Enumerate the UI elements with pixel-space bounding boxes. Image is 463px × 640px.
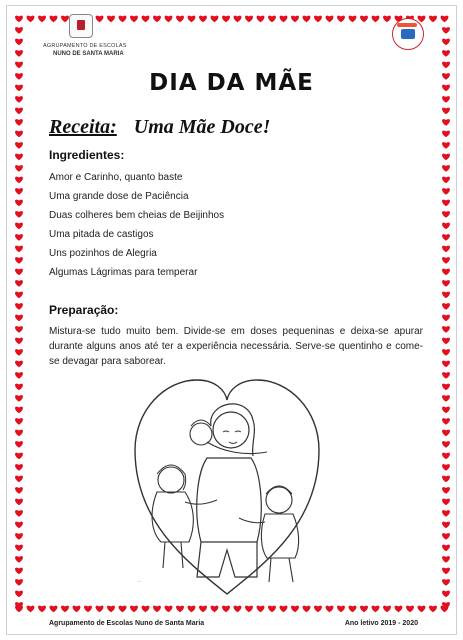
heart-icon xyxy=(15,315,23,322)
heart-icon xyxy=(442,545,450,552)
heart-icon xyxy=(442,211,450,218)
heart-icon xyxy=(442,108,450,115)
heart-icon xyxy=(15,464,23,471)
ingredient-item: Uma grande dose de Paciência xyxy=(49,191,189,202)
heart-icon xyxy=(176,606,184,613)
project-logo xyxy=(392,18,424,48)
heart-icon xyxy=(107,606,115,613)
heart-icon xyxy=(442,177,450,184)
heart-icon xyxy=(442,188,450,195)
heart-icon xyxy=(15,234,23,241)
heart-icon xyxy=(360,606,368,613)
project-logo-icon xyxy=(392,18,424,50)
ingredient-item: Uma pitada de castigos xyxy=(49,229,154,240)
heart-icon xyxy=(15,487,23,494)
ingredient-item: Amor e Carinho, quanto baste xyxy=(49,172,183,183)
heart-icon xyxy=(142,16,150,23)
worksheet-page xyxy=(6,5,457,635)
heart-icon xyxy=(15,418,23,425)
heart-icon xyxy=(406,606,414,613)
heart-icon xyxy=(15,16,23,23)
heart-icon xyxy=(15,223,23,230)
heart-icon xyxy=(15,430,23,437)
heart-icon xyxy=(15,246,23,253)
heart-icon xyxy=(15,441,23,448)
heart-icon xyxy=(15,96,23,103)
mother-children-illustration xyxy=(127,372,327,602)
heart-icon xyxy=(360,16,368,23)
heart-icon xyxy=(442,223,450,230)
heart-icon xyxy=(303,16,311,23)
heart-icon xyxy=(442,407,450,414)
heart-icon xyxy=(15,568,23,575)
heart-icon xyxy=(188,606,196,613)
heart-icon xyxy=(291,606,299,613)
heart-icon xyxy=(442,292,450,299)
heart-icon xyxy=(442,430,450,437)
heart-icon xyxy=(442,131,450,138)
heart-icon xyxy=(442,269,450,276)
school-logo xyxy=(43,14,133,60)
heart-icon xyxy=(442,591,450,598)
heart-icon xyxy=(429,16,437,23)
heart-icon xyxy=(84,606,92,613)
ingredient-item: Uns pozinhos de Alegria xyxy=(49,248,157,259)
heart-icon xyxy=(326,16,334,23)
heart-icon xyxy=(15,269,23,276)
heart-icon xyxy=(15,108,23,115)
heart-icon xyxy=(15,510,23,517)
heart-icon xyxy=(372,606,380,613)
heart-icon xyxy=(442,154,450,161)
heart-icon xyxy=(15,338,23,345)
heart-icon xyxy=(442,418,450,425)
heart-icon xyxy=(211,606,219,613)
heart-icon xyxy=(372,16,380,23)
heart-icon xyxy=(15,522,23,529)
heart-icon xyxy=(442,533,450,540)
heart-icon xyxy=(418,606,426,613)
heart-icon xyxy=(442,441,450,448)
heart-icon xyxy=(15,165,23,172)
heart-icon xyxy=(442,280,450,287)
heart-icon xyxy=(15,62,23,69)
heart-icon xyxy=(15,395,23,402)
heart-icon xyxy=(442,556,450,563)
heart-icon xyxy=(15,372,23,379)
heart-icon xyxy=(15,211,23,218)
heart-icon xyxy=(395,606,403,613)
heart-icon xyxy=(442,568,450,575)
heart-icon xyxy=(176,16,184,23)
heart-icon xyxy=(15,349,23,356)
heart-icon xyxy=(153,606,161,613)
heart-icon xyxy=(442,499,450,506)
heart-icon xyxy=(245,16,253,23)
heart-icon xyxy=(349,16,357,23)
heart-icon xyxy=(303,606,311,613)
heart-icon xyxy=(15,39,23,46)
heart-icon xyxy=(383,606,391,613)
school-logo-line1: AGRUPAMENTO DE ESCOLAS xyxy=(43,43,127,49)
heart-icon xyxy=(50,606,58,613)
heart-icon xyxy=(442,246,450,253)
heart-icon xyxy=(15,545,23,552)
heart-icon xyxy=(383,16,391,23)
heart-icon xyxy=(257,606,265,613)
heart-icon xyxy=(15,453,23,460)
heart-icon xyxy=(15,188,23,195)
heart-icon xyxy=(442,119,450,126)
heart-icon xyxy=(199,606,207,613)
heart-icon xyxy=(442,62,450,69)
heart-icon xyxy=(257,16,265,23)
heart-icon xyxy=(15,303,23,310)
heart-icon xyxy=(15,579,23,586)
heart-icon xyxy=(130,606,138,613)
preparation-text: Mistura-se tudo muito bem. Divide-se em doses pequeninas e deixa-se apurar durante alguns anos até ter a experiência necessária. Serve-se quentinho e come-se devagar para saborear. xyxy=(49,326,423,367)
heart-icon xyxy=(153,16,161,23)
heart-icon xyxy=(442,257,450,264)
heart-icon xyxy=(442,510,450,517)
svg-text:~: ~ xyxy=(137,579,142,586)
heart-icon xyxy=(15,476,23,483)
ingredient-item: Algumas Lágrimas para temperar xyxy=(49,267,198,278)
heart-icon xyxy=(442,234,450,241)
ingredients-heading: Ingredientes: xyxy=(49,148,125,162)
page-title: DIA DA MÃE xyxy=(149,70,314,96)
recipe-name: Uma Mãe Doce! xyxy=(133,116,271,138)
heart-icon xyxy=(314,606,322,613)
heart-icon xyxy=(234,606,242,613)
heart-icon xyxy=(211,16,219,23)
heart-icon xyxy=(15,131,23,138)
heart-icon xyxy=(165,606,173,613)
ingredient-item: Duas colheres bem cheias de Beijinhos xyxy=(49,210,225,221)
heart-icon xyxy=(96,606,104,613)
heart-icon xyxy=(442,372,450,379)
school-emblem-icon xyxy=(69,14,93,38)
heart-icon xyxy=(442,476,450,483)
heart-icon xyxy=(15,280,23,287)
heart-icon xyxy=(268,16,276,23)
heart-icon xyxy=(15,361,23,368)
heart-icon xyxy=(15,292,23,299)
footer-year: Ano letivo 2019 - 2020 xyxy=(344,620,418,627)
heart-icon xyxy=(27,606,35,613)
heart-icon xyxy=(15,154,23,161)
heart-icon xyxy=(337,606,345,613)
heart-icon xyxy=(165,16,173,23)
heart-icon xyxy=(15,556,23,563)
heart-icon xyxy=(268,606,276,613)
heart-icon xyxy=(73,606,81,613)
heart-icon xyxy=(15,200,23,207)
heart-icon xyxy=(442,39,450,46)
heart-icon xyxy=(15,257,23,264)
heart-icon xyxy=(61,606,69,613)
heart-icon xyxy=(188,16,196,23)
heart-icon xyxy=(442,395,450,402)
heart-icon xyxy=(442,50,450,57)
heart-icon xyxy=(442,579,450,586)
heart-icon xyxy=(15,177,23,184)
heart-icon xyxy=(326,606,334,613)
heart-icon xyxy=(442,326,450,333)
heart-icon xyxy=(15,27,23,34)
heart-icon xyxy=(222,16,230,23)
recipe-title xyxy=(49,116,270,139)
heart-icon xyxy=(442,487,450,494)
heart-icon xyxy=(442,315,450,322)
heart-icon xyxy=(15,142,23,149)
school-logo-line2: NUNO DE SANTA MARIA xyxy=(53,51,124,57)
heart-icon xyxy=(442,165,450,172)
heart-icon xyxy=(314,16,322,23)
heart-icon xyxy=(291,16,299,23)
preparation-heading: Preparação: xyxy=(49,303,119,317)
heart-icon xyxy=(15,119,23,126)
heart-icon xyxy=(442,522,450,529)
heart-icon xyxy=(442,303,450,310)
heart-icon xyxy=(15,533,23,540)
heart-icon xyxy=(442,200,450,207)
heart-icon xyxy=(15,407,23,414)
heart-icon xyxy=(142,606,150,613)
heart-icon xyxy=(337,16,345,23)
heart-icon xyxy=(442,361,450,368)
heart-icon xyxy=(15,499,23,506)
recipe-label: Receita: xyxy=(49,116,117,138)
heart-icon xyxy=(199,16,207,23)
heart-icon xyxy=(27,16,35,23)
heart-icon xyxy=(234,16,242,23)
heart-icon xyxy=(442,27,450,34)
heart-icon xyxy=(442,453,450,460)
heart-icon xyxy=(15,326,23,333)
heart-icon xyxy=(280,16,288,23)
footer-school: Agrupamento de Escolas Nuno de Santa Maria xyxy=(49,620,205,627)
heart-icon xyxy=(442,142,450,149)
heart-icon xyxy=(280,606,288,613)
heart-icon xyxy=(15,591,23,598)
heart-icon xyxy=(442,384,450,391)
heart-icon xyxy=(15,384,23,391)
heart-icon xyxy=(15,50,23,57)
heart-icon xyxy=(38,606,46,613)
heart-icon xyxy=(442,464,450,471)
heart-icon xyxy=(222,606,230,613)
heart-icon xyxy=(119,606,127,613)
heart-icon xyxy=(442,338,450,345)
heart-icon xyxy=(442,96,450,103)
heart-icon xyxy=(441,16,449,23)
heart-icon xyxy=(442,349,450,356)
heart-icon xyxy=(429,606,437,613)
heart-icon xyxy=(349,606,357,613)
heart-icon xyxy=(245,606,253,613)
